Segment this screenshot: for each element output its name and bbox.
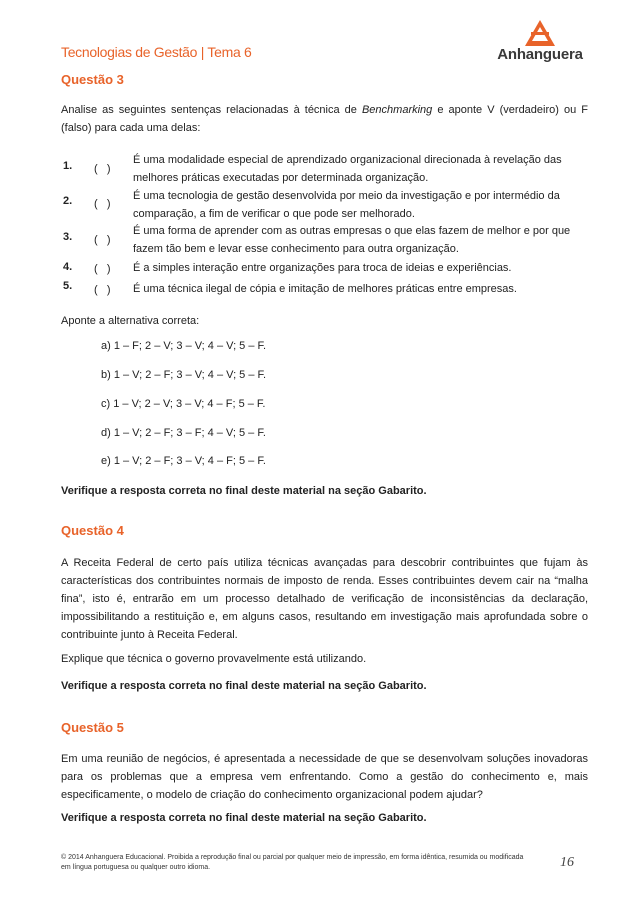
alternative-c: c) 1 – V; 2 – V; 3 – V; 4 – F; 5 – F. — [101, 398, 266, 410]
statement-text: É uma tecnologia de gestão desenvolvida por meio da investigação e por intermédio da comparação, a fim de verificar o que pode ser melhorado. — [133, 190, 560, 220]
statement-answer-blank: ( ) — [94, 198, 111, 210]
question-3-prompt: Aponte a alternativa correta: — [61, 315, 200, 327]
question-3-verify: Verifique a resposta correta no final deste material na seção Gabarito. — [61, 485, 427, 497]
question-5-body: Em uma reunião de negócios, é apresentada a necessidade de que se desenvolvam soluções inovadoras para os problemas que a empresa vem enfrentando. Como a gestão do conhecimento e, mais especificamente, o modelo de criação do conhecimento organizacional podem ajudar? — [61, 753, 588, 801]
statement-answer-blank: ( ) — [94, 163, 111, 175]
alternative-d: d) 1 – V; 2 – F; 3 – F; 4 – V; 5 – F. — [101, 427, 266, 439]
statement-number: 4. — [63, 261, 73, 273]
statement-text: É uma forma de aprender com as outras empresas o que elas fazem de melhor e por que fazem tão bem e levar esse conhecimento para outra organização. — [133, 225, 571, 255]
question-4-body: A Receita Federal de certo país utiliza técnicas avançadas para descobrir contribuintes que fujam às características dos contribuintes normais de imposto de renda. Esses contribuintes devem cair na “malha fina”, isto é, entrarão em um processo detalhado de verificação de inconsistências da declaração, impossibilitando a restituição e, em alguns casos, resultando em investigação mais aprofundada sobre o contribuinte junto à Receita Federal. — [61, 557, 588, 641]
question-3-heading: Questão 3 — [61, 72, 124, 87]
page-number: 16 — [560, 855, 574, 870]
intro-text-after: e aponte V (verdadeiro) ou F (falso) para cada uma delas: — [61, 104, 588, 134]
question-4-verify: Verifique a resposta correta no final deste material na seção Gabarito. — [61, 680, 427, 692]
question-5-heading: Questão 5 — [61, 720, 124, 735]
question-3-intro — [61, 101, 588, 137]
statement-number: 3. — [63, 231, 73, 243]
alternative-e: e) 1 – V; 2 – F; 3 – V; 4 – F; 5 – F. — [101, 455, 266, 467]
question-5-verify: Verifique a resposta correta no final deste material na seção Gabarito. — [61, 812, 427, 824]
statement-text: É uma técnica ilegal de cópia e imitação de melhores práticas entre empresas. — [133, 283, 517, 295]
anhanguera-logo — [492, 18, 588, 66]
intro-text-before: Analise as seguintes sentenças relacionadas à técnica de — [61, 104, 362, 116]
intro-text-emphasis: Benchmarking — [361, 104, 433, 116]
statement-text: É a simples interação entre organizações para troca de ideias e experiências. — [133, 262, 512, 274]
question-4-heading: Questão 4 — [61, 523, 124, 538]
alternative-a: a) 1 – F; 2 – V; 3 – V; 4 – V; 5 – F. — [101, 340, 267, 352]
statement-answer-blank: ( ) — [94, 284, 111, 296]
statement-answer-blank: ( ) — [94, 234, 111, 246]
question-4-prompt: Explique que técnica o governo provavelmente está utilizando. — [61, 653, 367, 665]
alternative-b: b) 1 – V; 2 – F; 3 – V; 4 – V; 5 – F. — [101, 369, 267, 381]
logo-text: Anhanguera — [497, 46, 583, 63]
header-title: Tecnologias de Gestão | Tema 6 — [61, 44, 252, 60]
statement-number: 1. — [63, 160, 73, 172]
logo-triangle-icon — [492, 18, 588, 48]
statement-answer-blank: ( ) — [94, 263, 111, 275]
statement-number: 5. — [63, 280, 73, 292]
footer-copyright: © 2014 Anhanguera Educacional. Proibida a reprodução final ou parcial por qualquer meio de impressão, em forma idêntica, resumida ou modificada em língua portuguesa ou qualquer outro idioma. — [61, 854, 524, 871]
statement-number: 2. — [63, 195, 73, 207]
statement-text: É uma modalidade especial de aprendizado organizacional direcionada à revelação das melhores práticas executadas por determinada organização. — [133, 154, 562, 184]
